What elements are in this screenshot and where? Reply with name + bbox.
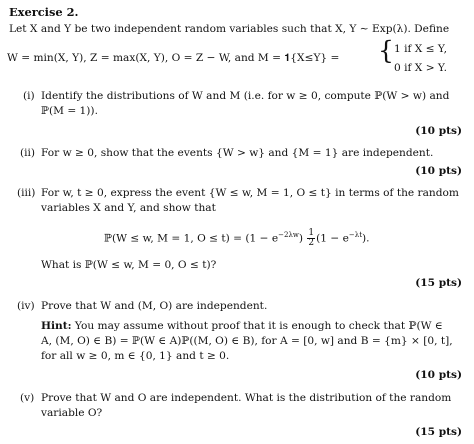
- part-iii-equation: [104, 222, 370, 252]
- part-v-text-line1: Prove that W and O are independent. What is the distribution of the random: [41, 392, 452, 404]
- equation-end: ).: [362, 232, 370, 245]
- equation-left: ℙ(W ≤ w, M = 1, O ≤ t) = (1 − e: [104, 232, 279, 245]
- exercise-title: Exercise 2.: [9, 5, 79, 19]
- hint-label: Hint:: [41, 320, 72, 332]
- equation-fraction: [307, 229, 315, 248]
- fraction-denominator: 2: [308, 238, 315, 249]
- exercise-intro: Let X and Y be two independent random variables such that X, Y ∼ Exp(λ). Define: [9, 23, 450, 35]
- part-i-label: (i): [23, 90, 35, 102]
- hint-text-1: You may assume without proof that it is enough to check that ℙ(W ∈: [74, 320, 443, 332]
- part-iii-text-line1: For w, t ≥ 0, express the event {W ≤ w, M = 1, O ≤ t} in terms of the random: [41, 187, 459, 199]
- equation-exponent-1: −2λw: [278, 231, 299, 239]
- part-iv-text: Prove that W and (M, O) are independent.: [41, 300, 268, 312]
- part-iv-hint-line2: A, (M, O) ∈ B) = ℙ(W ∈ A)ℙ((M, O) ∈ B), for A = [0, w] and B = {m} × [0, t],: [41, 335, 453, 347]
- definition-line: W = min(X, Y), Z = max(X, Y), O = Z − W, and M = 𝟏{X≤Y} =: [7, 52, 340, 64]
- part-v-points: (15 pts): [415, 426, 462, 438]
- case-zero: 0 if X > Y.: [394, 62, 447, 74]
- equation-exponent-2: −λt: [348, 231, 363, 239]
- equation-right: (1 − e: [316, 232, 349, 245]
- equation-middle: ): [298, 232, 304, 245]
- part-i-text-line1: Identify the distributions of W and M (i.e. for w ≥ 0, compute ℙ(W > w) and: [41, 90, 450, 102]
- part-ii-label: (ii): [20, 147, 36, 159]
- part-iii-label: (iii): [17, 187, 36, 199]
- part-iv-hint-line1: [41, 320, 443, 332]
- part-iv-points: (10 pts): [415, 369, 462, 381]
- part-i-points: (10 pts): [415, 125, 462, 137]
- part-ii-points: (10 pts): [415, 165, 462, 177]
- part-iii-text-line2: variables X and Y, and show that: [41, 202, 216, 214]
- part-iii-points: (15 pts): [415, 277, 462, 289]
- part-iii-question: What is ℙ(W ≤ w, M = 0, O ≤ t)?: [41, 259, 217, 271]
- case-one: 1 if X ≤ Y,: [394, 43, 447, 55]
- fraction-numerator: 1: [308, 227, 315, 238]
- cases-brace: {: [378, 36, 394, 65]
- part-ii-text: For w ≥ 0, show that the events {W > w} and {M = 1} are independent.: [41, 147, 434, 159]
- part-iv-label: (iv): [17, 300, 35, 312]
- part-i-text-line2: ℙ(M = 1)).: [41, 105, 98, 117]
- part-v-label: (v): [20, 392, 35, 404]
- part-iv-hint-line3: for all w ≥ 0, m ∈ {0, 1} and t ≥ 0.: [41, 350, 230, 362]
- part-v-text-line2: variable O?: [41, 407, 103, 419]
